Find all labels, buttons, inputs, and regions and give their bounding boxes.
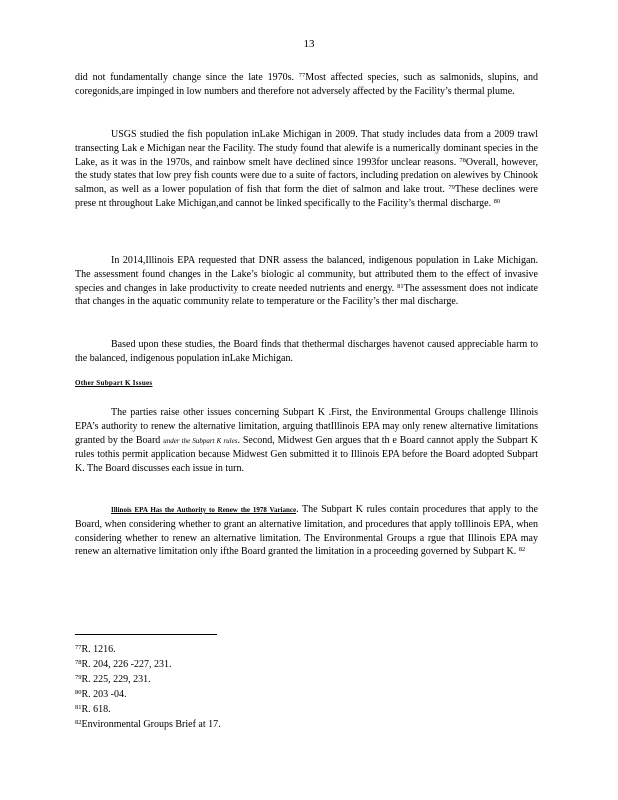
paragraph-dnr-assessment <box>75 254 538 309</box>
footnote-78 <box>75 657 221 672</box>
footnote-81 <box>75 702 221 717</box>
paragraph-usgs-study <box>75 128 538 211</box>
text: . The Subpart K rules contain procedures that apply to the Board, when considering whether to grant an alternative limitation, and procedures that apply toIllinois EPA, when considering whether to renew an alternative limitation. The Environmental Groups a rgue that Illinois EPA may renew an alternative limitation only ifthe Board granted the limitation in a proceeding governed by Subpart K. <box>75 504 538 558</box>
footnote-number: 77 <box>75 644 82 651</box>
footnote-number: 78 <box>75 659 82 666</box>
paragraph-other-issues <box>75 406 538 476</box>
footnote-ref-79: 79 <box>448 184 455 192</box>
footnote-number: 80 <box>75 689 82 696</box>
footnote-ref-81: 81 <box>397 282 404 290</box>
footnote-text: R. 203 -04. <box>81 689 127 700</box>
footnotes <box>75 642 221 732</box>
section-heading-other-subpart-k-issues: Other Subpart K Issues <box>75 379 153 387</box>
text: did not fundamentally change since the late 1970s. <box>75 72 294 83</box>
paragraph-fish-impingement <box>75 71 538 99</box>
text: Based upon these studies, the Board finds that thethermal discharges havenot caused appreciable harm to the balanced, indigenous population inLake Michigan. <box>75 339 538 364</box>
footnote-text: R. 618. <box>81 704 111 715</box>
footnote-77 <box>75 642 221 657</box>
footnote-text: R. 225, 229, 231. <box>81 674 151 685</box>
footnote-ref-78: 78 <box>459 156 466 164</box>
page-number: 13 <box>303 38 315 50</box>
text: Overall, however, the study states that low prey fish counts were due to a suite of factors, including predation on alewives by Chinook salmon, as well as a lower population of fish that form the diet of salmon and lake trout. <box>75 156 539 196</box>
paragraph-illinois-epa-authority <box>75 503 538 559</box>
footnote-text: R. 204, 226 -227, 231. <box>81 659 172 670</box>
text: USGS studied the fish population inLake Michigan in 2009. That study includes data from a 2009 trawl transecting Lak e Michigan near the Facility. The study found that alewife is a numerically dominant species in the Lake, as it was in the 1970s, and rainbow smelt have declined since 1993for unclear reasons. <box>75 129 538 168</box>
footnote-number: 79 <box>75 674 82 681</box>
text: The assessment does not indicate that changes in the aquatic community relate to temperature or the Facility’s ther mal discharge. <box>75 282 538 308</box>
footnote-number: 82 <box>75 719 82 726</box>
footnote-82 <box>75 717 221 732</box>
text: . Second, Midwest Gen argues that th e Board cannot apply the Subpart K rules tothis permit application because Midwest Gen submitted it to Illinois EPA before the Board adopted Subpart K. The Board discusses each issue in turn. <box>75 434 539 475</box>
footnote-ref-77: 77 <box>298 72 306 79</box>
italic-text: under the Subpart K rules <box>163 436 238 445</box>
footnote-80 <box>75 687 221 702</box>
footnote-ref-80: 80 <box>493 197 501 205</box>
footnote-ref-82: 82 <box>518 546 526 554</box>
footnote-text: R. 1216. <box>81 644 116 655</box>
subsection-heading: Illinois EPA Has the Authority to Renew the 1978 Variance <box>111 506 297 514</box>
footnote-number: 81 <box>75 704 82 711</box>
text: The parties raise other issues concerning Subpart K .First, the Environmental Groups challenge Illinois EPA’s authority to renew the alternative limitation, arguing thatIllinois EPA may only renew alternative limitations granted by the Board <box>75 407 538 446</box>
footnote-text: Environmental Groups Brief at 17. <box>81 719 221 730</box>
footnote-79 <box>75 672 221 687</box>
paragraph-board-finding <box>75 338 538 366</box>
text: These declines were prese nt throughout Lake Michigan,and cannot be linked specifically to the Facility’s thermal discharge. <box>75 184 538 209</box>
text: In 2014,Illinois EPA requested that DNR assess the balanced, indigenous population in Lake Michigan. The assessment found changes in the Lake’s biologic al community, but attributed them to the effect of invasive species and changes in lake productivity to create needed nutrients and energy. <box>75 255 538 294</box>
footnote-divider <box>75 634 217 635</box>
text: Most affected species, such as salmonids, slupins, and coregonids,are impinged in low numbers and therefore not adversely affected by the Facility’s thermal plume. <box>75 72 538 97</box>
